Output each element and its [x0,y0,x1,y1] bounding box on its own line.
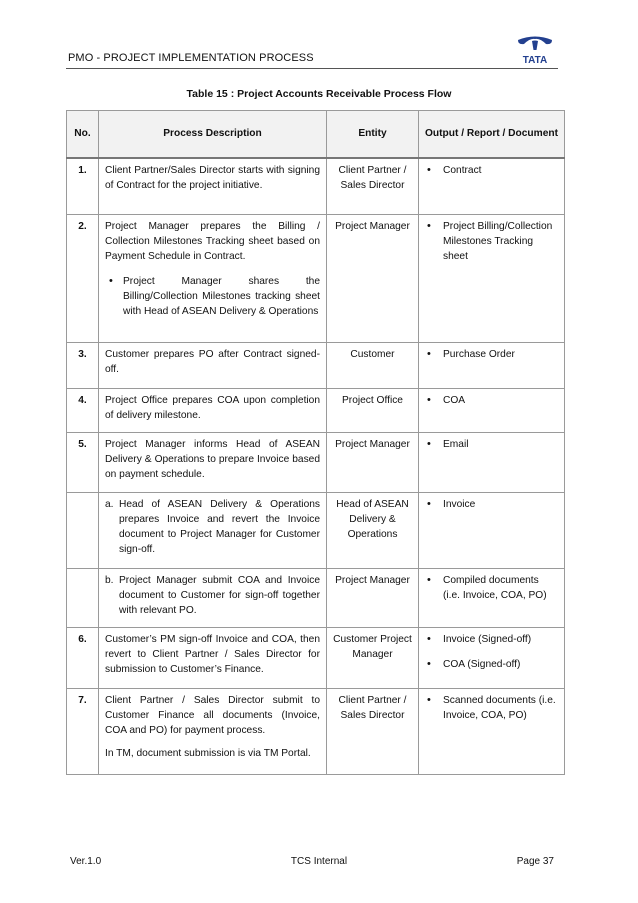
footer-version: Ver.1.0 [70,856,102,867]
table-row [67,158,565,214]
row-output [419,342,565,388]
row-output [419,214,565,342]
row-output [419,688,565,774]
process-flow-table [66,110,565,775]
table-row [67,388,565,432]
row-description [99,688,327,774]
row-description-text: Project Manager prepares the Billing / Collection Milestones Tracking sheet based on Payment Schedule in Contract. [105,220,320,262]
row-entity: Project Office [327,388,419,432]
table-row [67,627,565,688]
footer-page-number: Page 37 [516,856,554,867]
output-item: • Project Billing/Collection Milestones Tracking sheet [425,219,558,264]
row-number [67,492,99,568]
row-output [419,388,565,432]
row-description [99,568,327,627]
row-output [419,158,565,214]
output-item: • Scanned documents (i.e. Invoice, COA, PO) [425,693,558,723]
row-description: Customer prepares PO after Contract signed-off. [99,342,327,388]
col-header-description: Process Description [99,111,327,159]
row-note: In TM, document submission is via TM Portal. [105,747,311,759]
row-description-text: Head of ASEAN Delivery & Operations prepares Invoice and revert the Invoice document to Project Manager for Customer sign-off. [119,498,320,555]
row-number: 7. [67,688,99,774]
row-number: 2. [67,214,99,342]
table-caption: Table 15 : Project Accounts Receivable Process Flow [186,88,452,100]
table-row [67,214,565,342]
document-header-title: PMO - PROJECT IMPLEMENTATION PROCESS [68,52,314,64]
row-output [419,568,565,627]
step-marker: a. [105,498,114,510]
row-number: 5. [67,432,99,492]
row-entity: Head of ASEAN Delivery & Operations [327,492,419,568]
col-header-entity: Entity [327,111,419,159]
header-rule [66,68,558,69]
row-number: 3. [67,342,99,388]
logo-wordmark: TATA [522,55,548,66]
row-entity: Customer Project Manager [327,627,419,688]
tata-logo-icon [510,34,560,66]
table-header-row [67,111,565,159]
output-item: • Contract [425,163,558,178]
row-description [99,492,327,568]
output-item: • Invoice [425,497,558,512]
row-number: 6. [67,627,99,688]
row-description-text: Project Manager submit COA and Invoice document to Customer for sign-off together with relevant PO. [119,574,320,616]
row-description: Project Office prepares COA upon completion of delivery milestone. [99,388,327,432]
step-marker: b. [105,574,114,586]
row-entity: Project Manager [327,432,419,492]
table-row [67,342,565,388]
row-output [419,627,565,688]
row-description: Customer’s PM sign-off Invoice and COA, then revert to Client Partner / Sales Director for submission to Customer’s Finance. [99,627,327,688]
output-item: • COA [425,393,558,408]
row-output [419,492,565,568]
sub-bullet: • Project Manager shares the Billing/Collection Milestones tracking sheet with Head of ASEAN Delivery & Operations [105,274,320,319]
table-row [67,568,565,627]
row-entity: Client Partner / Sales Director [327,688,419,774]
output-item: • COA (Signed-off) [425,657,558,672]
output-item: • Invoice (Signed-off) [425,632,558,647]
row-entity: Client Partner / Sales Director [327,158,419,214]
col-header-no: No. [67,111,99,159]
table-row [67,432,565,492]
row-description: Project Manager informs Head of ASEAN Delivery & Operations to prepare Invoice based on payment schedule. [99,432,327,492]
row-description: Client Partner/Sales Director starts with signing of Contract for the project initiative. [99,158,327,214]
table-row [67,492,565,568]
row-output [419,432,565,492]
output-item: • Purchase Order [425,347,558,362]
row-description-text: Client Partner / Sales Director submit to Customer Finance all documents (Invoice, COA and PO) for payment process. [105,694,320,736]
table-row [67,688,565,774]
row-number [67,568,99,627]
col-header-output: Output / Report / Document [419,111,565,159]
row-entity: Project Manager [327,214,419,342]
output-item: • Compiled documents (i.e. Invoice, COA, PO) [425,573,558,603]
row-entity: Project Manager [327,568,419,627]
footer-classification: TCS Internal [290,856,348,867]
output-item: • Email [425,437,558,452]
row-entity: Customer [327,342,419,388]
row-number: 1. [67,158,99,214]
row-description [99,214,327,342]
row-number: 4. [67,388,99,432]
